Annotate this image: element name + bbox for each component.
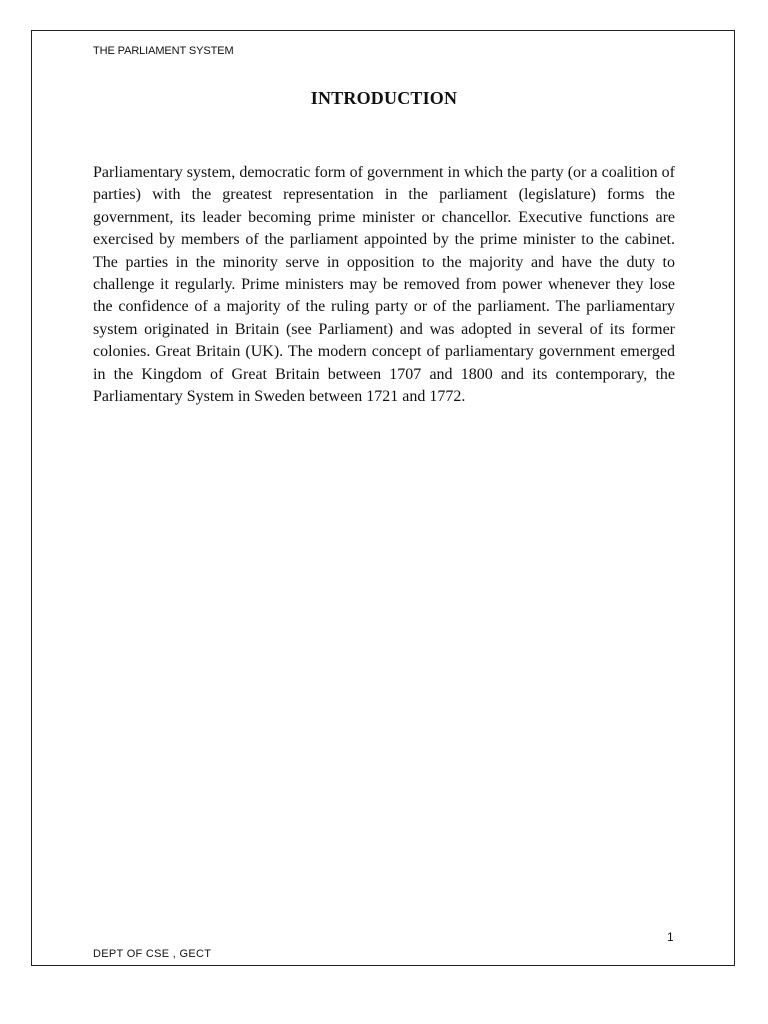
page-title: INTRODUCTION — [310, 88, 458, 108]
page-number: 1 — [667, 930, 674, 944]
running-footer: DEPT OF CSE , GECT — [93, 948, 212, 960]
body-paragraph: Parliamentary system, democratic form of government in which the party (or a coalition of parties) with the greatest representation in the parliament (legislature) forms the government, its leader becoming prime minister or chancellor. Executive functions are exercised by members of the parliament appointed by the prime minister to the cabinet. The parties in the minority serve in opposition to the majority and have the duty to challenge it regularly. Prime ministers may be removed from power whenever they lose the confidence of a majority of the ruling party or of the parliament. The parliamentary system originated in Britain (see Parliament) and was adopted in several of its former colonies. Great Britain (UK). The modern concept of parliamentary government emerged in the Kingdom of Great Britain between 1707 and 1800 and its contemporary, the Parliamentary System in Sweden between 1721 and 1772. — [93, 164, 675, 406]
running-header: THE PARLIAMENT SYSTEM — [93, 45, 234, 57]
